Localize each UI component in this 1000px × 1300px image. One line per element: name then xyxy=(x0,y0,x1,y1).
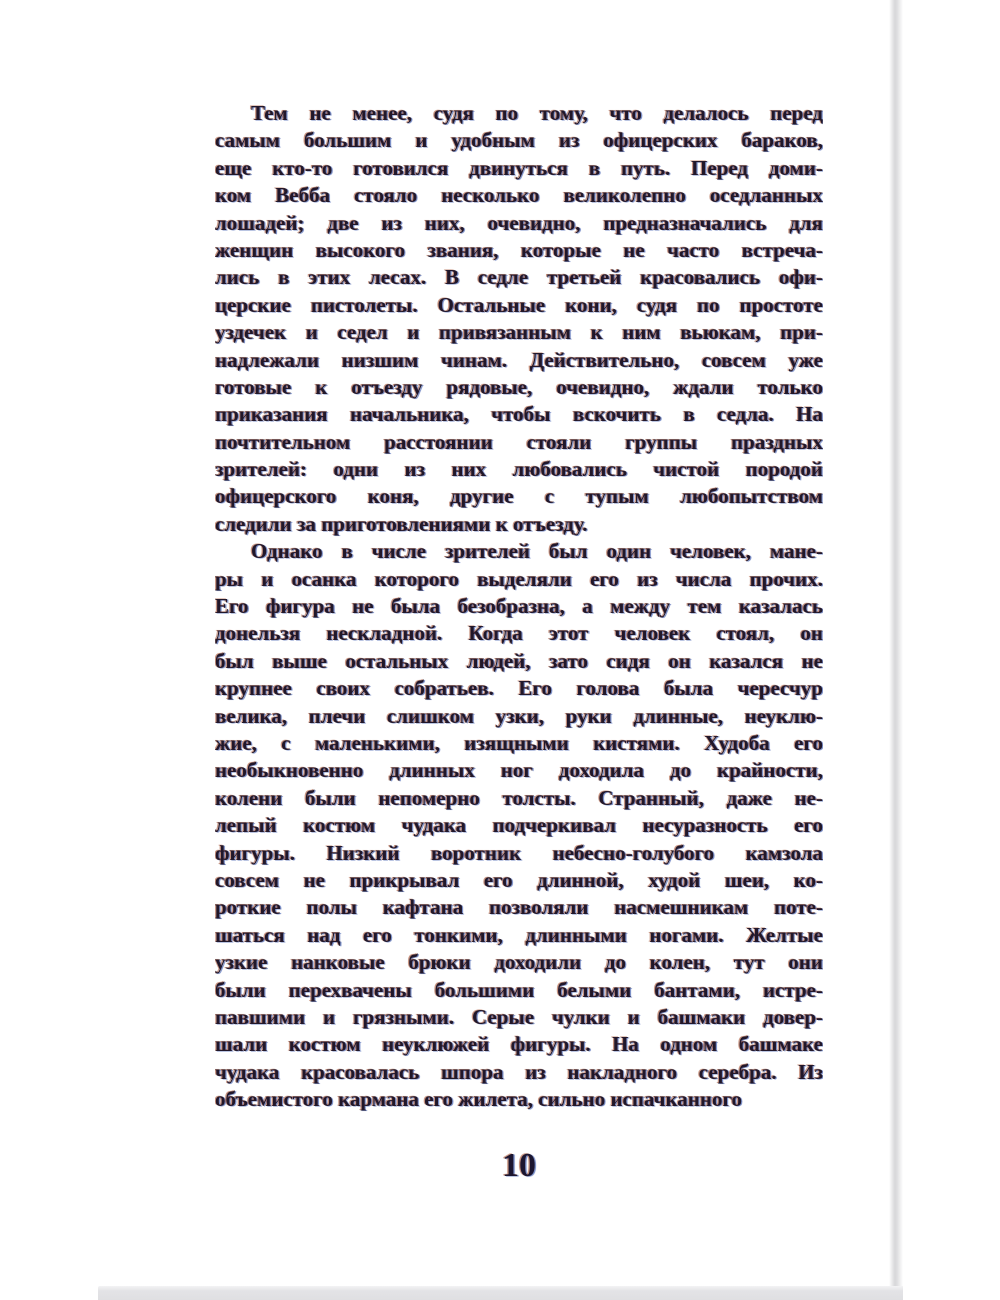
text-line: зрителей: одни из них любовались чистой породой xyxy=(215,457,823,482)
text-line: узкие нанковые брюки доходили до колен, тут они xyxy=(215,950,823,975)
text-line: лись в этих лесах. В седле третьей красовались офи- xyxy=(215,265,823,290)
text-line: роткие полы кафтана позволяли насмешникам поте- xyxy=(215,895,823,920)
text-line: лошадей; две из них, очевидно, предназначались для xyxy=(215,210,823,235)
text-line: церские пистолеты. Остальные кони, судя по простоте xyxy=(215,292,823,317)
text-line: Его фигура не была безобразна, а между тем казалась xyxy=(215,594,823,619)
text-line: павшими и грязными. Серые чулки и башмаки довер- xyxy=(215,1004,823,1029)
text-line: приказания начальника, чтобы вскочить в седла. На xyxy=(215,402,823,427)
text-line: лепый костюм чудака подчеркивал несуразность его xyxy=(215,813,823,838)
page-edge-right-shadow xyxy=(889,0,903,1287)
text-line: был выше остальных людей, зато сидя он казался не xyxy=(215,648,823,673)
text-line: самым большим и удобным из офицерских бараков, xyxy=(215,128,823,153)
text-line: чудака красовалась шпора из накладного серебра. Из xyxy=(215,1059,823,1084)
text-line: объемистого кармана его жилета, сильно испачканного xyxy=(215,1087,742,1112)
text-line: ком Вебба стояло несколько великолепно оседланных xyxy=(215,183,823,208)
text-line: Тем не менее, судя по тому, что делалось перед xyxy=(251,101,823,125)
page-edge-bottom-shadow xyxy=(98,1286,903,1300)
text-line: донельзя нескладной. Когда этот человек стоял, он xyxy=(215,621,823,646)
text-line: необыкновенно длинных ног доходила до крайности, xyxy=(215,758,823,783)
text-line: Однако в числе зрителей был один человек, мане- xyxy=(251,539,823,564)
text-line: женщин высокого звания, которые не часто встреча- xyxy=(215,237,823,262)
paragraph xyxy=(215,100,823,538)
text-line: шали костюм неуклюжей фигуры. На одном башмаке xyxy=(215,1032,823,1057)
text-line: шаться над его тонкими, длинными ногами. Желтые xyxy=(215,922,823,947)
text-line: фигуры. Низкий воротник небесно-голубого камзола xyxy=(215,840,823,865)
text-line: были перехвачены большими белыми бантами, истре- xyxy=(215,977,823,1002)
text-line: крупнее своих собратьев. Его голова была чересчур xyxy=(215,676,823,701)
paragraph xyxy=(215,538,823,1113)
text-line: совсем не прикрывал его длинной, худой шеи, ко- xyxy=(215,867,823,892)
text-line: колени были непомерно толсты. Странный, даже не- xyxy=(215,785,823,810)
text-line: надлежали низшим чинам. Действительно, совсем уже xyxy=(215,347,823,372)
text-line: еще кто-то готовился двинуться в путь. Перед доми- xyxy=(215,155,823,180)
text-line: готовые к отъезду рядовые, очевидно, ждали только xyxy=(215,374,823,399)
text-line: офицерского коня, другие с тупым любопытством xyxy=(215,484,823,509)
text-line: жие, с маленькими, изящными кистями. Худоба его xyxy=(215,730,823,755)
text-line: почтительном расстоянии стояли группы праздных xyxy=(215,429,823,454)
text-line: ры и осанка которого выделяли его из числа прочих. xyxy=(215,566,823,591)
page-number: 10 xyxy=(502,1147,536,1184)
text-line: следили за приготовлениями к отъезду. xyxy=(215,511,588,536)
text-block xyxy=(215,100,823,1113)
text-line: уздечек и седел и привязанным к ним вьюкам, при- xyxy=(215,320,823,345)
text-line: велика, плечи слишком узки, руки длинные, неуклю- xyxy=(215,703,823,728)
